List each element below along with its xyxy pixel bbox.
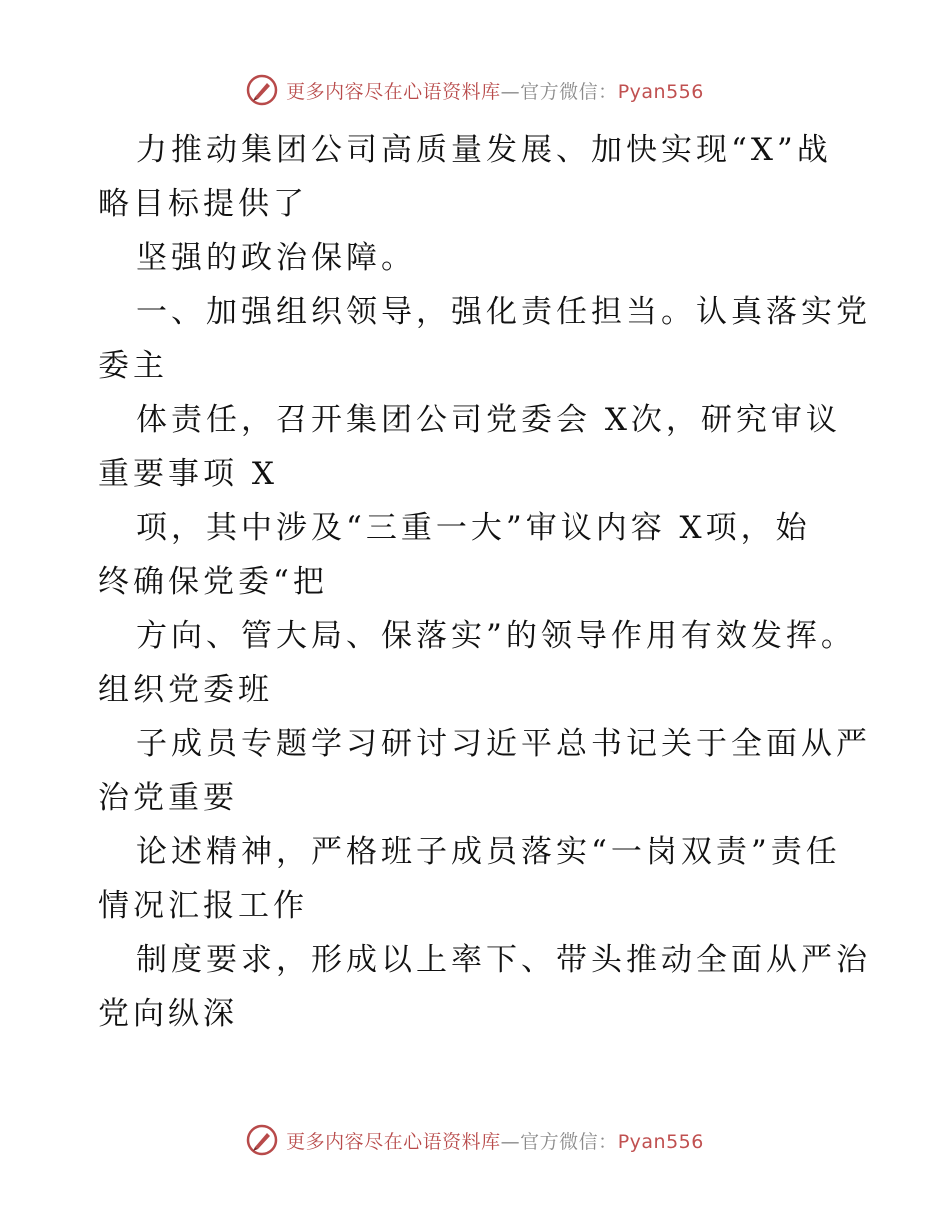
watermark-account: Pyan556 <box>617 1130 704 1153</box>
body-line: 一、加强组织领导，强化责任担当。认真落实党 <box>136 294 871 330</box>
watermark-account: Pyan556 <box>617 80 704 103</box>
body-line: 子成员专题学习研讨习近平总书记关于全面从严 <box>136 726 871 762</box>
body-line: 重要事项 X <box>98 456 278 492</box>
document-body <box>98 123 871 1041</box>
watermark-separator: — <box>500 80 521 103</box>
watermark-label: 官方微信： <box>520 1130 618 1153</box>
body-line: 治党重要 <box>98 780 238 816</box>
body-line: 略目标提供了 <box>98 186 308 222</box>
footer-watermark <box>0 1120 950 1160</box>
body-line: 组织党委班 <box>98 672 273 708</box>
body-line: 党向纵深 <box>98 996 238 1032</box>
body-line: 方向、管大局、保落实”的领导作用有效发挥。 <box>136 618 856 654</box>
header-watermark <box>0 70 950 110</box>
watermark-main: 更多内容尽在心语资料库 <box>286 80 501 103</box>
watermark-text <box>286 1127 704 1154</box>
body-line: 论述精神，严格班子成员落实“一岗双责”责任 <box>136 834 841 870</box>
body-line: 项，其中涉及“三重一大”审议内容 X项，始 <box>136 510 811 546</box>
body-line: 体责任，召开集团公司党委会 X次，研究审议 <box>136 402 841 438</box>
watermark-separator: — <box>500 1130 521 1153</box>
body-line: 力推动集团公司高质量发展、加快实现“X”战 <box>136 132 832 168</box>
watermark-text <box>286 77 704 104</box>
watermark-label: 官方微信： <box>520 80 618 103</box>
body-line: 坚强的政治保障。 <box>136 240 416 276</box>
body-line: 委主 <box>98 348 168 384</box>
pen-logo-icon <box>246 74 278 106</box>
body-line: 制度要求，形成以上率下、带头推动全面从严治 <box>136 942 871 978</box>
pen-logo-icon <box>246 1124 278 1156</box>
body-line: 情况汇报工作 <box>98 888 308 924</box>
watermark-main: 更多内容尽在心语资料库 <box>286 1130 501 1153</box>
body-line: 终确保党委“把 <box>98 564 328 600</box>
